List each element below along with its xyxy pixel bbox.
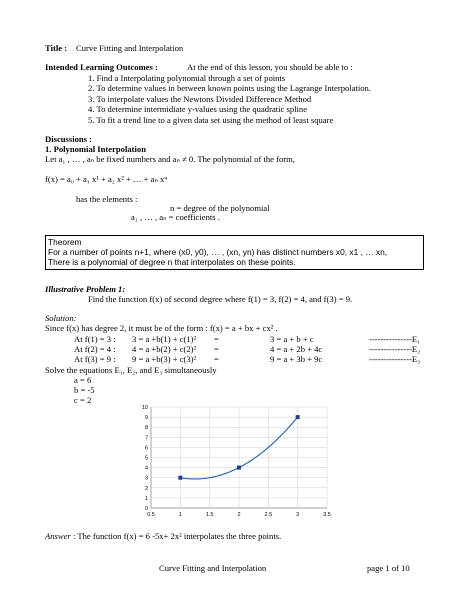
x-tick-labels — [147, 512, 331, 518]
data-point-marker — [296, 415, 300, 419]
solution-heading: Solution: — [45, 313, 77, 323]
y-tick-label: 3 — [144, 475, 148, 482]
x-tick-label: 2 — [237, 512, 241, 518]
problem-heading: Illustrative Problem 1: — [45, 284, 126, 294]
y-tick-label: 9 — [144, 415, 148, 422]
page-number: page 1 of 10 — [367, 563, 410, 573]
y-tick-label: 7 — [144, 435, 148, 442]
x-tick-label: 1 — [178, 512, 182, 518]
x-tick-label: 2.5 — [264, 512, 273, 518]
y-tick-label: 2 — [144, 485, 148, 492]
answer-line: Answer : The function f(x) = 6 -5x+ 2x² interpolates the three points. — [45, 531, 282, 541]
outcomes-label: Intended Learning Outcomes : — [45, 62, 158, 72]
theorem-line: For a number of points n+1, where (x0, y0), … , (xn, yn) has distinct numbers x0, x1 , … xn, — [48, 247, 388, 257]
theorem-box — [45, 235, 424, 270]
result-c: c = 2 — [74, 395, 92, 405]
data-point-marker — [237, 466, 241, 470]
y-tick-label: 5 — [144, 455, 148, 462]
outcome-item: 3. To interpolate values the Newtons Divided Difference Method — [88, 94, 312, 104]
page-title: Curve Fitting and Interpolation — [76, 43, 184, 53]
intro-text: Let a₁ , … , aₙ be fixed numbers and aₙ ≠ 0. The polynomial of the form, — [45, 154, 295, 164]
section-heading: 1. Polynomial Interpolation — [45, 144, 146, 154]
outcome-item: 5. To fit a trend line to a given data set using the method of least square — [88, 115, 334, 125]
title-label: Title : — [45, 43, 68, 53]
theorem-heading: Theorem — [48, 237, 82, 247]
coefficients-definition: a₁ , … , aₙ = coefficients . — [131, 212, 220, 222]
x-tick-label: 3.5 — [323, 512, 331, 518]
y-tick-labels — [142, 405, 148, 512]
polynomial-formula: f(x) = a₀ + a₁ x¹ + a₂ x² + … + aₙ xⁿ — [45, 174, 168, 184]
problem-statement: Find the function f(x) of second degree where f(1) = 3, f(2) = 4, and f(3) = 9. — [88, 294, 353, 304]
degree-definition: n = degree of the polynomial — [170, 203, 270, 213]
solution-form: Since f(x) has degree 2, it must be of the form : f(x) = a + bx + cx² . — [45, 323, 278, 333]
result-b: b = -5 — [74, 385, 95, 395]
x-tick-label: 3 — [296, 512, 300, 518]
theorem-line: There is a polynomial of degree n that interpolates on these points. — [48, 257, 296, 267]
x-tick-label: 1.5 — [205, 512, 214, 518]
result-a: a = 6 — [74, 375, 92, 385]
chart-grid — [151, 407, 327, 508]
outcome-item: 4. To determine intermidiate y-values using the quadratic spline — [88, 104, 308, 114]
data-point-marker — [178, 476, 182, 480]
elements-lead: has the elements : — [76, 194, 138, 204]
y-tick-label: 10 — [141, 405, 148, 411]
discussions-heading: Discussions : — [45, 134, 93, 144]
y-tick-label: 1 — [144, 495, 148, 502]
solve-instruction: Solve the equations E₁, E₂, and E₃ simultaneously — [45, 365, 217, 375]
outcome-item: 2. To determine values in between known points using the Lagrange Interpolation. — [88, 83, 372, 93]
footer-title: Curve Fitting and Interpolation — [159, 563, 267, 573]
x-tick-label: 0.5 — [147, 512, 155, 518]
outcomes-intro: At the end of this lesson, you should be able to : — [187, 62, 353, 72]
y-tick-label: 6 — [144, 445, 148, 452]
outcome-item: 1. Find a Interpolating polynomial through a set of points — [88, 73, 286, 83]
interpolation-chart — [138, 400, 338, 522]
y-tick-label: 8 — [144, 425, 148, 432]
y-tick-label: 0 — [144, 506, 148, 512]
y-tick-label: 4 — [144, 465, 148, 472]
